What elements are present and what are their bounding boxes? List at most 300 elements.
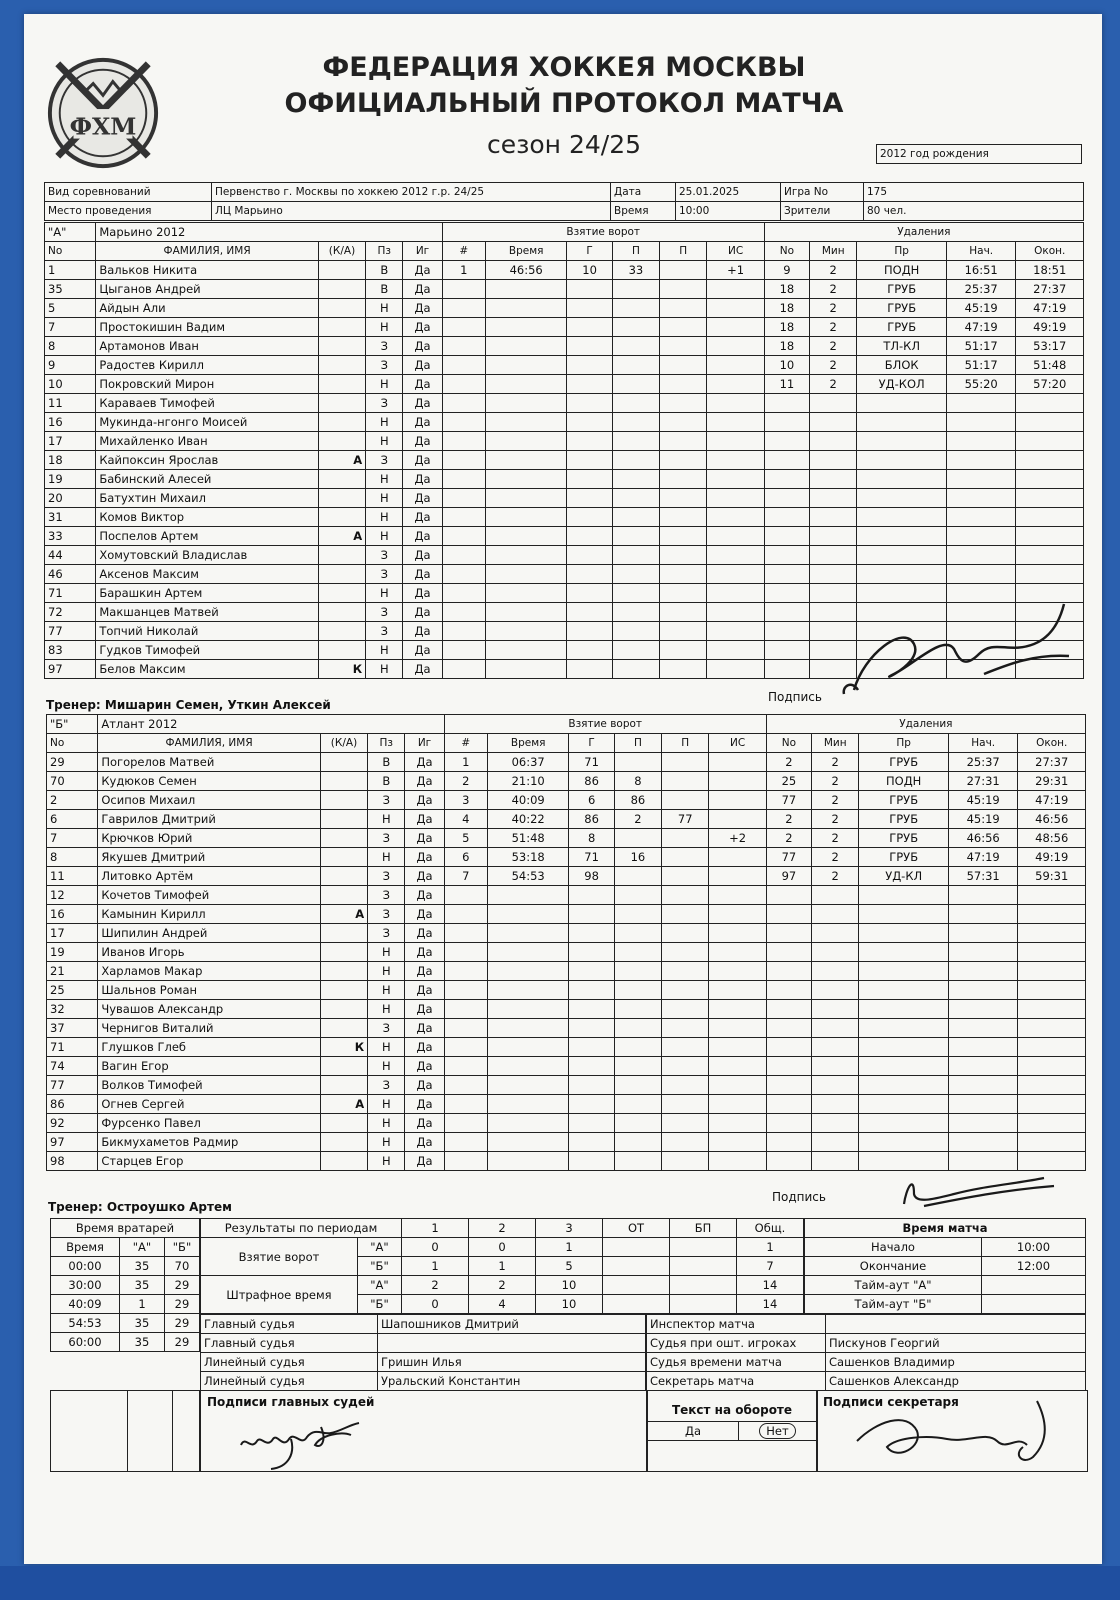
player-played: Да [405,867,444,886]
period-cell: 14 [737,1276,804,1295]
player-name: Шальнов Роман [98,981,320,1000]
goal-cell: 86 [569,772,614,791]
team-b-header-cell: П [662,734,709,753]
player-role: К [320,1038,367,1057]
goal-cell [487,1076,569,1095]
penalty-cell [1018,905,1086,924]
period-cell [670,1295,737,1314]
goal-cell [707,584,764,603]
player-played: Да [405,848,444,867]
player-number: 6 [47,810,98,829]
goal-cell: 33 [612,261,659,280]
penalty-cell: 77 [766,848,811,867]
goal-cell [444,924,487,943]
player-position: Н [368,1152,405,1171]
goal-cell [485,451,567,470]
penalty-cell: 47:19 [1016,299,1084,318]
goal-cell [660,565,707,584]
penalty-cell [1016,489,1084,508]
team-a-player-row [45,280,1084,299]
player-position: З [366,603,403,622]
player-number: 29 [47,753,98,772]
penalty-cell [812,1114,859,1133]
goal-cell [444,962,487,981]
goal-cell [612,280,659,299]
penalty-cell: 25:37 [948,753,1017,772]
player-name: Чернигов Виталий [98,1019,320,1038]
player-number: 8 [45,337,96,356]
period-cell: 0 [469,1238,536,1257]
goal-cell: 6 [569,791,614,810]
penalty-cell [810,546,857,565]
player-number: 72 [45,603,96,622]
goal-cell [442,337,485,356]
goal-cell: 40:22 [487,810,569,829]
player-number: 97 [45,660,96,679]
penalty-cell [764,603,809,622]
penalty-cell [859,1133,949,1152]
team-a-penalties-title: Удаления [764,223,1083,242]
penalty-cell [812,962,859,981]
goal-cell [444,1019,487,1038]
period-cell: 4 [469,1295,536,1314]
main-ref-2-value [378,1334,646,1353]
penalty-cell [810,394,857,413]
player-role [320,1000,367,1019]
penalty-cell [948,905,1017,924]
player-position: Н [368,981,405,1000]
goal-cell [444,1133,487,1152]
penalty-cell [1018,1000,1086,1019]
player-played: Да [405,1114,444,1133]
player-position: Н [368,1057,405,1076]
player-number: 19 [45,470,96,489]
game-no-label: Игра No [781,183,864,202]
player-number: 33 [45,527,96,546]
goal-cell [567,432,612,451]
team-a-goals-title: Взятие ворот [442,223,764,242]
goal-cell: 54:53 [487,867,569,886]
venue-value: ЛЦ Марьино [212,202,611,221]
goal-cell [660,660,707,679]
player-name: Поспелов Артем [96,527,318,546]
player-position: Н [366,527,403,546]
team-b-player-row [47,1019,1086,1038]
team-b-table [46,714,1086,1171]
goal-cell [660,261,707,280]
goal-cell [660,470,707,489]
player-played: Да [405,1057,444,1076]
penalty-cell [946,508,1015,527]
player-played: Да [403,470,442,489]
penalty-cell [948,1076,1017,1095]
player-name: Бабинский Алесей [96,470,318,489]
goal-cell [660,394,707,413]
goal-cell [662,867,709,886]
goal-cell [444,943,487,962]
goal-cell [660,318,707,337]
player-number: 77 [45,622,96,641]
player-name: Радостев Кирилл [96,356,318,375]
goal-cell [660,280,707,299]
inspector-label: Инспектор матча [647,1315,826,1334]
player-position: З [368,1019,405,1038]
team-a-coach: Тренер: Мишарин Семен, Уткин Алексей [46,698,331,712]
period-cell [670,1276,737,1295]
penalty-cell: 27:37 [1018,753,1086,772]
penalty-cell: ГРУБ [859,829,949,848]
ref-signatures-label: Подписи главных судей [207,1395,375,1409]
officials-table [646,1314,1086,1391]
team-b-player-row [47,1038,1086,1057]
player-position: Н [368,962,405,981]
goal-cell [569,1019,614,1038]
goal-cell [709,1000,766,1019]
penalty-cell [812,1076,859,1095]
goal-cell [569,1076,614,1095]
goal-cell [612,527,659,546]
game-no-value: 175 [864,183,1084,202]
player-name: Литовко Артём [98,867,320,886]
penalty-cell [812,1019,859,1038]
penalty-cell [1018,1057,1086,1076]
goalie-row [51,1295,200,1314]
goal-cell [485,394,567,413]
player-role [318,432,365,451]
penalty-cell: ПОДН [859,772,949,791]
main-ref-1-value: Шапошников Дмитрий [378,1315,646,1334]
team-a-player-row [45,299,1084,318]
goal-cell [614,1133,661,1152]
goalie-cell: 35 [120,1276,165,1295]
period-col: ОТ [603,1219,670,1238]
player-number: 2 [47,791,98,810]
team-b-header-cell: (К/А) [320,734,367,753]
goal-cell [612,489,659,508]
penalty-cell [857,432,947,451]
goal-cell [707,603,764,622]
goal-cell [442,660,485,679]
timekeeper-value: Сашенков Владимир [826,1353,1086,1372]
goal-cell [662,1000,709,1019]
penalty-cell [948,1114,1017,1133]
goal-cell [612,508,659,527]
penalty-cell: ГРУБ [859,810,949,829]
penalty-cell [857,451,947,470]
timeout-a-label: Тайм-аут "А" [805,1276,982,1295]
penalty-cell: 2 [766,829,811,848]
protocol-sheet [24,14,1102,1564]
penalty-cell [948,962,1017,981]
penalty-cell [946,546,1015,565]
player-position: В [366,280,403,299]
player-role [320,867,367,886]
player-number: 74 [47,1057,98,1076]
player-position: Н [366,299,403,318]
player-role [318,261,365,280]
goal-cell [707,280,764,299]
team-b-player-row [47,1114,1086,1133]
player-name: Макшанцев Матвей [96,603,318,622]
period-goals-row [201,1238,804,1257]
player-name: Цыганов Андрей [96,280,318,299]
penalty-cell [859,962,949,981]
player-played: Да [403,641,442,660]
player-number: 11 [45,394,96,413]
goal-cell [487,1152,569,1171]
player-played: Да [403,299,442,318]
player-number: 19 [47,943,98,962]
goal-cell: 1 [444,753,487,772]
player-number: 12 [47,886,98,905]
goalie-cell: 35 [120,1333,165,1352]
penalty-cell [1018,962,1086,981]
table-surface [0,1566,1120,1600]
goal-cell [709,924,766,943]
penalty-cell: 57:20 [1016,375,1084,394]
team-a-player-row [45,337,1084,356]
player-name: Барашкин Артем [96,584,318,603]
goal-cell [569,1000,614,1019]
player-played: Да [403,603,442,622]
goal-cell [612,660,659,679]
line-ref-2-value: Уральский Константин [378,1372,646,1391]
goal-cell [612,337,659,356]
goal-cell [709,753,766,772]
goal-cell [612,641,659,660]
player-role [320,924,367,943]
player-name: Камынин Кирилл [98,905,320,924]
goal-cell [660,413,707,432]
goal-cell [662,772,709,791]
penalty-cell [948,1000,1017,1019]
line-ref-1-label: Линейный судья [201,1353,378,1372]
goal-cell [612,356,659,375]
penalty-cell [812,981,859,1000]
goal-cell [662,962,709,981]
penalty-cell [859,981,949,1000]
goal-cell [612,451,659,470]
goal-cell [662,886,709,905]
player-role [318,280,365,299]
penalty-cell [766,962,811,981]
player-name: Волков Тимофей [98,1076,320,1095]
penalty-cell: 46:56 [1018,810,1086,829]
player-number: 71 [45,584,96,603]
goal-cell [485,318,567,337]
penalty-cell [1016,432,1084,451]
timeout-b-label: Тайм-аут "Б" [805,1295,982,1314]
goalie-cell: 29 [165,1314,200,1333]
team-b-coach: Тренер: Остроушко Артем [48,1200,232,1214]
player-played: Да [403,527,442,546]
penalty-cell [810,489,857,508]
goal-cell [485,603,567,622]
penalty-cell [1018,924,1086,943]
goal-cell: 4 [444,810,487,829]
penalty-cell [810,413,857,432]
period-cell: 2 [402,1276,469,1295]
goal-cell: 46:56 [485,261,567,280]
player-played: Да [405,1000,444,1019]
penalty-cell: 51:17 [946,337,1015,356]
goal-cell [612,432,659,451]
penalty-cell [810,451,857,470]
goal-cell [487,981,569,1000]
penalty-cell: 9 [764,261,809,280]
period-cell: "А" [358,1238,402,1257]
penalty-cell [859,1114,949,1133]
player-role [318,394,365,413]
player-role [320,810,367,829]
goal-cell [442,299,485,318]
team-b-player-row [47,772,1086,791]
goal-cell [442,622,485,641]
goal-cell [442,413,485,432]
goal-cell: 86 [614,791,661,810]
goal-cell [709,848,766,867]
player-number: 1 [45,261,96,280]
player-role [320,1133,367,1152]
player-played: Да [405,943,444,962]
team-a-player-row [45,565,1084,584]
competition-value: Первенство г. Москвы по хоккею 2012 г.р. 24/25 [212,183,611,202]
player-number: 32 [47,1000,98,1019]
penalty-cell [766,1152,811,1171]
penalty-cell [1016,565,1084,584]
reverse-no [739,1422,817,1441]
goal-cell [707,356,764,375]
goal-cell [660,508,707,527]
goal-cell [485,337,567,356]
goal-cell [487,1114,569,1133]
player-position: З [368,924,405,943]
player-name: Михайленко Иван [96,432,318,451]
penalty-cell [812,1152,859,1171]
penalty-cell: ГРУБ [857,299,947,318]
team-a-player-row [45,527,1084,546]
penalty-cell [948,886,1017,905]
period-cell: 5 [536,1257,603,1276]
player-played: Да [405,1152,444,1171]
team-a-header-cell: # [442,242,485,261]
goalie-col-time: Время [51,1238,120,1257]
goal-cell [709,1095,766,1114]
period-col: БП [670,1219,737,1238]
goalie-row [51,1314,200,1333]
team-a-player-row [45,546,1084,565]
goal-cell [487,1019,569,1038]
goal-cell [612,546,659,565]
goal-cell: 10 [567,261,612,280]
player-position: Н [368,810,405,829]
goal-cell: 7 [444,867,487,886]
date-label: Дата [611,183,676,202]
goal-cell: 40:09 [487,791,569,810]
player-role [320,829,367,848]
goal-cell [485,432,567,451]
player-number: 25 [47,981,98,1000]
player-number: 21 [47,962,98,981]
penalty-cell: ГРУБ [857,318,947,337]
secretary-signatures-label: Подписи секретаря [823,1395,959,1409]
penalty-cell [857,394,947,413]
team-b-header-cell: ИС [709,734,766,753]
team-b-player-row [47,810,1086,829]
venue-label: Место проведения [45,202,212,221]
goal-cell: 71 [569,753,614,772]
goal-cell [707,375,764,394]
penalty-cell [764,394,809,413]
penalty-cell [810,527,857,546]
goal-cell [707,565,764,584]
player-position: Н [366,660,403,679]
penalty-cell: 25 [766,772,811,791]
goal-cell [567,280,612,299]
team-b-player-row [47,962,1086,981]
penalty-cell [946,451,1015,470]
penalty-cell [766,1038,811,1057]
penalty-cell [1018,886,1086,905]
goal-cell [709,1152,766,1171]
team-a-player-row [45,394,1084,413]
protocol-title: ОФИЦИАЛЬНЫЙ ПРОТОКОЛ МАТЧА [284,88,844,119]
goal-cell [485,299,567,318]
player-number: 10 [45,375,96,394]
goal-cell: 2 [444,772,487,791]
penalty-cell [946,565,1015,584]
goal-cell [444,1152,487,1171]
penalty-cell: 49:19 [1018,848,1086,867]
penalty-cell: 47:19 [946,318,1015,337]
penalty-cell [946,394,1015,413]
team-a-player-row [45,508,1084,527]
penalty-cell: 2 [812,867,859,886]
period-penalty-label: Штрафное время [201,1276,358,1314]
player-played: Да [405,753,444,772]
team-a-header-cell: Пз [366,242,403,261]
goal-cell [614,905,661,924]
period-cell: 10 [536,1295,603,1314]
main-ref-1-label: Главный судья [201,1315,378,1334]
goalie-cell: 00:00 [51,1257,120,1276]
penalty-judge-value: Пискунов Георгий [826,1334,1086,1353]
goal-cell [709,810,766,829]
goal-cell [567,394,612,413]
team-b-player-row [47,1133,1086,1152]
penalty-cell [764,451,809,470]
penalty-cell [766,1095,811,1114]
penalty-cell: 49:19 [1016,318,1084,337]
player-played: Да [403,432,442,451]
penalty-cell [764,641,809,660]
penalty-cell [766,1076,811,1095]
player-role [318,641,365,660]
match-end-value: 12:00 [982,1257,1086,1276]
goal-cell [444,886,487,905]
goal-cell [662,1133,709,1152]
goal-cell [485,622,567,641]
penalty-cell [812,1038,859,1057]
goal-cell [707,413,764,432]
goalie-cell: 29 [165,1295,200,1314]
team-a-header-cell: Нач. [946,242,1015,261]
line-ref-2-label: Линейный судья [201,1372,378,1391]
player-role [318,565,365,584]
goal-cell [660,451,707,470]
goal-cell [707,660,764,679]
player-number: 11 [47,867,98,886]
